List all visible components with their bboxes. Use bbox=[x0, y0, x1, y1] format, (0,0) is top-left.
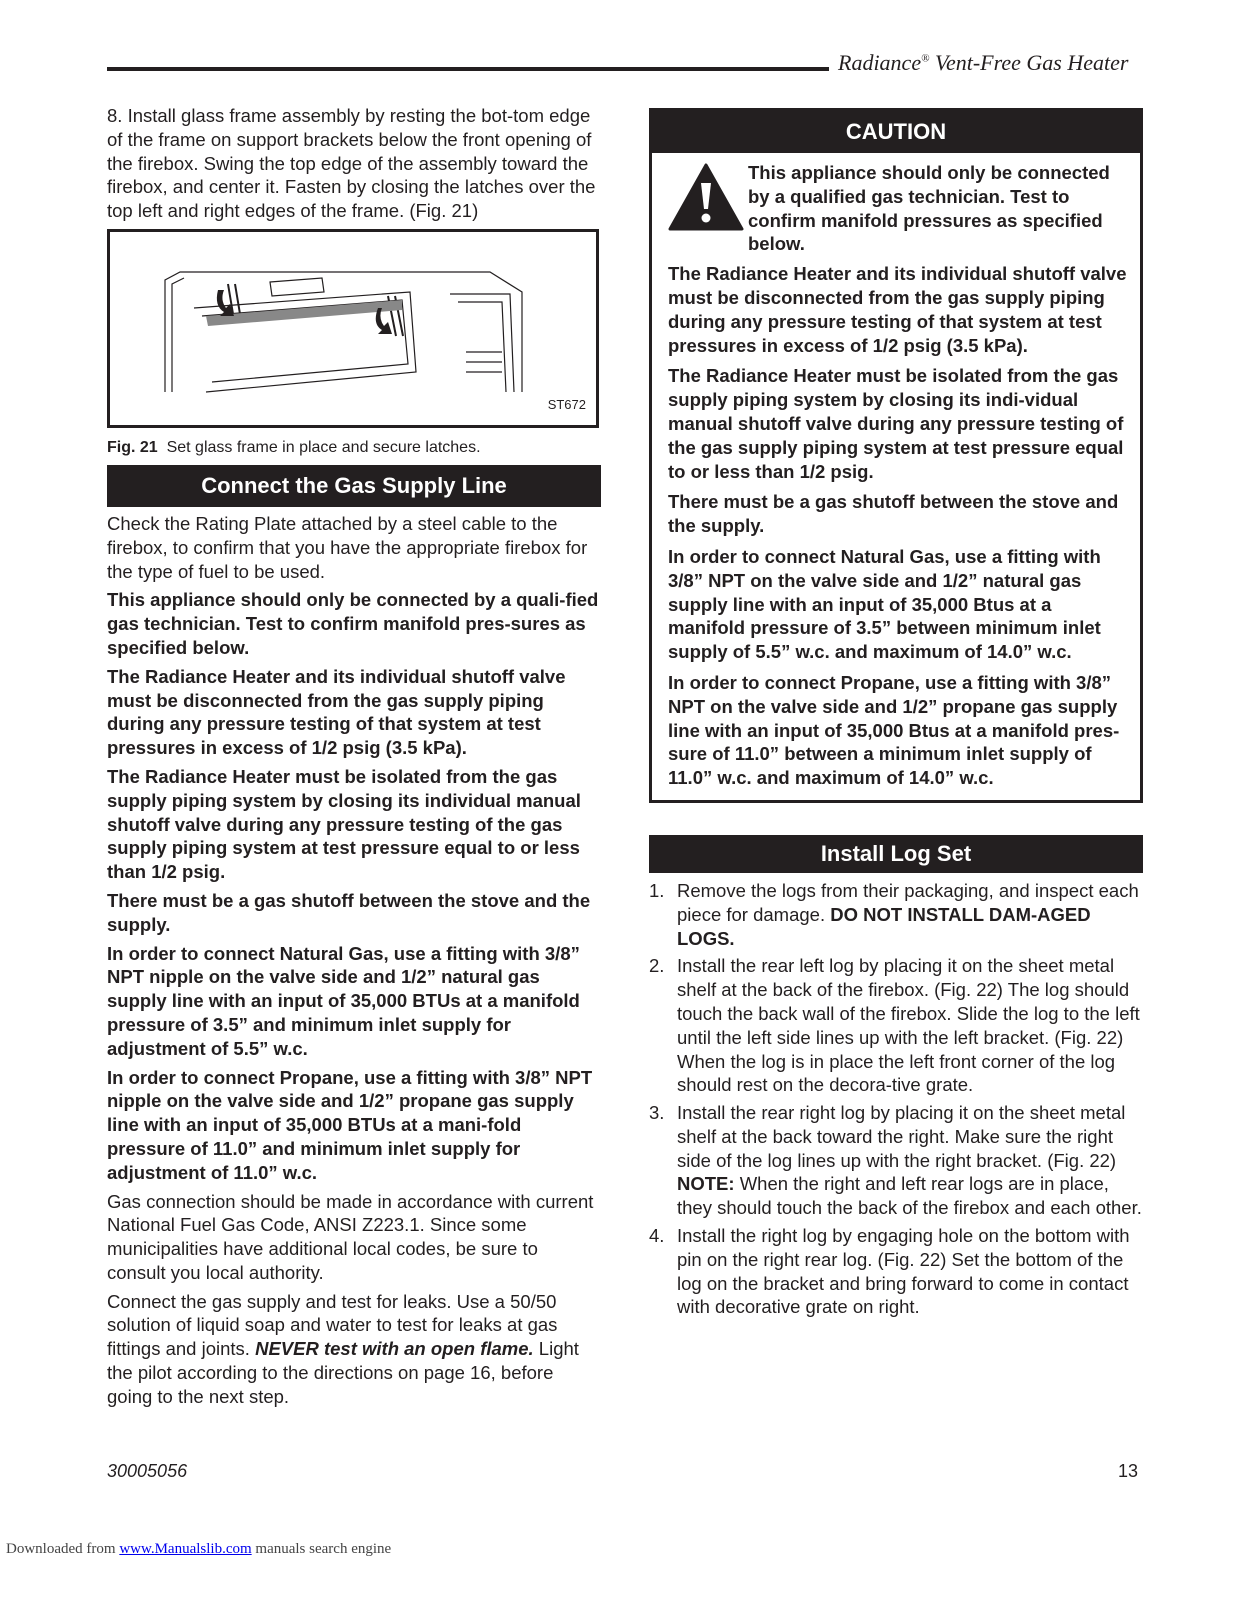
caution-box bbox=[649, 108, 1143, 803]
registered-mark: ® bbox=[921, 52, 930, 65]
figure-code: ST672 bbox=[547, 397, 586, 413]
header-title bbox=[838, 50, 1128, 76]
header-rule bbox=[107, 67, 829, 71]
propane-instruction: In order to connect Propane, use a fitting with 3/8” NPT nipple on the valve side and 1/2” propane gas supply line with an input of 35,000 BTUs at a mani-fold pressure of 11.0” and minimum inlet supply for adjustment of 11.0” w.c. bbox=[107, 1066, 593, 1183]
step-8-text: 8. Install glass frame assembly by resting the bot-tom edge of the frame on support brackets below the front opening of the firebox. Swing the top edge of the assembly toward the firebox, and center it. Fasten by closing the latches over the top left and right edges of the frame. (Fig. 21) bbox=[107, 105, 596, 222]
caution-qualified-technician: This appliance should only be connected by a qualified gas technician. Test to confirm manifold pressures as specified below. bbox=[748, 162, 1110, 255]
list-item: 3. Install the rear right log by placing it on the sheet metal shelf at the back toward the right. Make sure the right side of the log lines up with the right bracket. (Fig. 22) NOTE: When the right and left rear logs are in place, they should touch the back of the firebox and each other. bbox=[649, 1102, 1142, 1219]
brand-name: Radiance bbox=[838, 50, 922, 75]
warning-triangle-icon bbox=[668, 163, 744, 233]
figure-21 bbox=[107, 229, 599, 428]
header-title-rest: Vent-Free Gas Heater bbox=[929, 50, 1129, 75]
right-column bbox=[649, 108, 1143, 1323]
caution-first-row bbox=[668, 161, 1132, 256]
figure-caption-text: Set glass frame in place and secure latches. bbox=[166, 438, 481, 456]
page-number: 13 bbox=[1118, 1461, 1139, 1481]
list-item: 2. Install the rear left log by placing it on the sheet metal shelf at the back of the firebox. (Fig. 22) The log should touch the back wall of the firebox. Slide the log to the left until the left side lines up with the left bracket. (Fig. 22) When the log is in place the left front corner of the log should rest on the decora-tive grate. bbox=[649, 955, 1140, 1096]
left-column bbox=[107, 104, 601, 1414]
shutoff-warning: There must be a gas shutoff between the stove and the supply. bbox=[107, 889, 591, 935]
caution-propane: In order to connect Propane, use a fitting with 3/8” NPT on the valve side and 1/2” propane gas supply line with an input of 35,000 Btus at a manifold pres-sure of 11.0” between a minimum inlet supply of 11.0” w.c. and maximum of 14.0” w.c. bbox=[668, 671, 1120, 789]
document-number: 30005056 bbox=[107, 1461, 188, 1481]
list-item: 4. Install the right log by engaging hole on the bottom with pin on the right rear log. (Fig. 22) Set the bottom of the log on the bracket and bring forward to come in contact with decorative grate on right. bbox=[649, 1225, 1130, 1318]
caution-natural-gas: In order to connect Natural Gas, use a fitting with 3/8” NPT on the valve side and 1/2” natural gas supply line with an input of 35,000 Btus at a manifold pressure of 3.5” between minimum inlet supply of 5.5” w.c. and maximum of 14.0” w.c. bbox=[668, 545, 1101, 663]
natural-gas-instruction: In order to connect Natural Gas, use a fitting with 3/8” NPT nipple on the valve side and 1/2” natural gas supply line with an input of 35,000 BTUs at a manifold pressure of 3.5” and minimum inlet supply for adjustment of 5.5” w.c. bbox=[107, 942, 580, 1059]
disconnect-warning: The Radiance Heater and its individual shutoff valve must be disconnected from the gas supply piping during any pressure testing of that system at test pressures in excess of 1/2 psig (3.5 kPa). bbox=[107, 665, 566, 759]
download-footer: Downloaded from www.Manualslib.com manuals search engine bbox=[6, 1541, 392, 1557]
section-title-log-set: Install Log Set bbox=[649, 835, 1143, 873]
caution-disconnect: The Radiance Heater and its individual shutoff valve must be disconnected from the gas supply piping during any pressure testing of that system at test pressures in excess of 1/2 psig (3.5 kPa). bbox=[668, 263, 1127, 356]
leak-test-paragraph: Connect the gas supply and test for leaks. Use a 50/50 solution of liquid soap and water to test for leaks at gas fittings and joints. NEVER test with an open flame. Light the pilot according to the directions on page 16, before going to the next step. bbox=[107, 1290, 579, 1407]
list-item: 1. Remove the logs from their packaging, and inspect each piece for damage. DO NOT INSTALL DAM-AGED LOGS. bbox=[649, 879, 1139, 949]
caution-shutoff: There must be a gas shutoff between the stove and the supply. bbox=[668, 491, 1119, 537]
qualified-technician-warning: This appliance should only be connected by a quali-fied gas technician. Test to confirm manifold pres-sures as specified below. bbox=[107, 589, 599, 658]
never-open-flame-warning: NEVER test with an open flame. bbox=[255, 1338, 534, 1360]
section-title-gas-supply: Connect the Gas Supply Line bbox=[107, 465, 601, 507]
manualslib-link[interactable]: www.Manualslib.com bbox=[119, 1541, 252, 1557]
log-set-steps bbox=[649, 879, 1143, 1319]
caution-isolate: The Radiance Heater must be isolated from the gas supply piping system by closing its indi-vidual manual shutoff valve during any pressure testing of the gas supply piping system at test pressure equal to or less than 1/2 psig. bbox=[668, 365, 1124, 482]
figure-label: Fig. 21 bbox=[107, 438, 158, 456]
caution-title: CAUTION bbox=[652, 111, 1140, 153]
figure-caption bbox=[107, 438, 601, 458]
gas-code-paragraph: Gas connection should be made in accordance with current National Fuel Gas Code, ANSI Z223.1. Since some municipalities have additional local codes, be sure to consult you local authority. bbox=[107, 1190, 594, 1283]
isolate-warning: The Radiance Heater must be isolated from the gas supply piping system by closing its individual manual shutoff valve during any pressure testing of the gas supply piping system at test pressure equal to or less than 1/2 psig. bbox=[107, 765, 581, 883]
rating-plate-paragraph: Check the Rating Plate attached by a steel cable to the firebox, to confirm that you have the appropriate firebox for the type of fuel to be used. bbox=[107, 512, 588, 582]
caution-body bbox=[652, 153, 1140, 800]
glass-frame-illustration bbox=[110, 232, 596, 425]
